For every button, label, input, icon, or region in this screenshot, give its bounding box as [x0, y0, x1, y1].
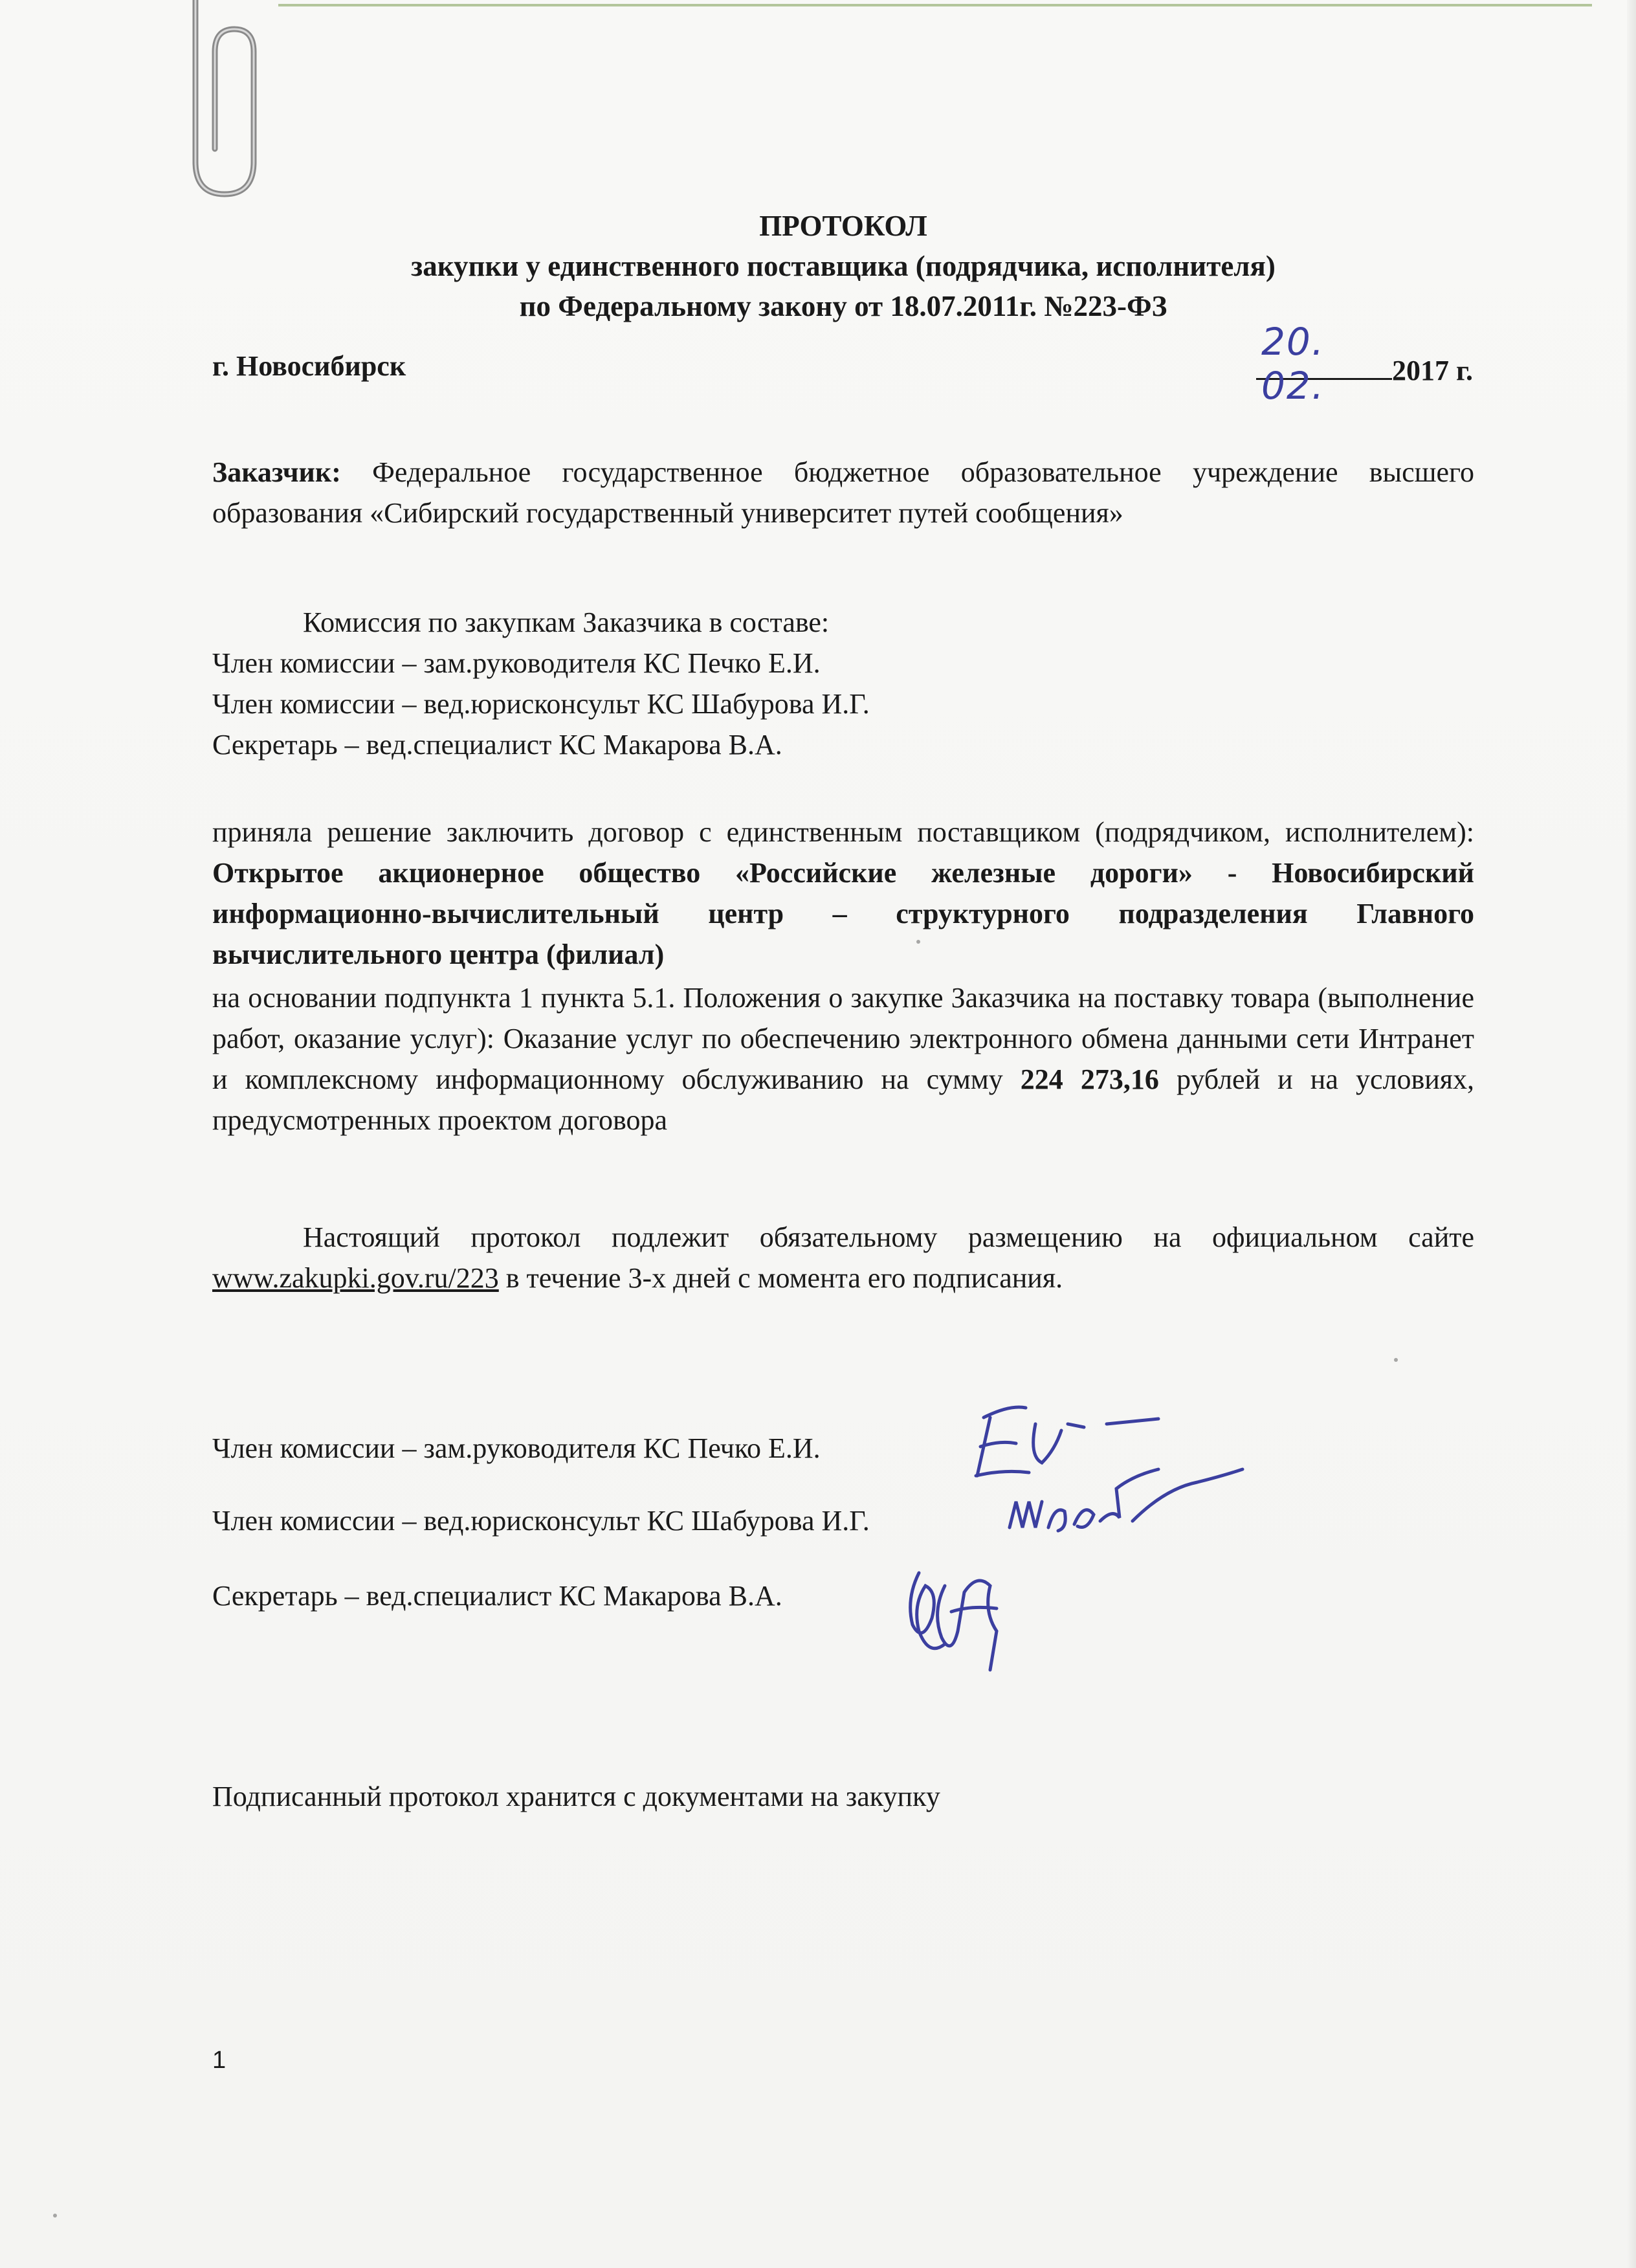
commission-block	[212, 602, 1474, 765]
signature-line-makarova: Секретарь – вед.специалист КС Макарова В.А.	[212, 1580, 782, 1612]
scan-edge-mark	[278, 4, 1592, 6]
city: г. Новосибирск	[212, 350, 406, 382]
date-blank-line	[1256, 320, 1392, 408]
customer-text: Федеральное государственное бюджетное образовательное учреждение высшего образования «Сибирский государственный университет путей сообщения»	[212, 456, 1474, 529]
signature-line-pechko: Член комиссии – зам.руководителя КС Печко Е.И.	[212, 1432, 821, 1464]
publication-paragraph	[212, 1217, 1474, 1298]
decision-lead: приняла решение заключить договор с единственным поставщиком (подрядчиком, исполнителем):	[212, 816, 1474, 848]
publication-text: Настоящий протокол подлежит обязательному размещению на официальном сайте	[303, 1221, 1474, 1253]
document-subtitle: закупки у единственного поставщика (подрядчика, исполнителя)	[411, 250, 1276, 282]
customer-label: Заказчик:	[212, 456, 341, 488]
contract-amount: 224 273,16	[1020, 1063, 1159, 1095]
place-date-row	[212, 320, 1474, 408]
document-law-reference: по Федеральному закону от 18.07.2011г. №223-ФЗ	[519, 290, 1167, 322]
basis-paragraph	[212, 977, 1474, 1140]
document-header	[212, 206, 1474, 326]
signature-shaburova-icon	[1003, 1450, 1249, 1579]
commission-member: Член комиссии – вед.юрисконсульт КС Шабурова И.Г.	[212, 688, 870, 720]
commission-intro: Комиссия по закупкам Заказчика в составе:	[303, 606, 830, 638]
date-year: 2017 г.	[1391, 355, 1473, 386]
page-number: 1	[212, 2047, 227, 2074]
publication-end: в течение 3-х дней с момента его подписания.	[498, 1262, 1063, 1294]
supplier-name: Открытое акционерное общество «Российские железные дороги» - Новосибирский информационно-вычислительный центр – структурного подразделения Главного вычислительного центра (филиал)	[212, 857, 1474, 970]
commission-member: Секретарь – вед.специалист КС Макарова В.А.	[212, 729, 782, 761]
basis-text: на основании подпункта 1 пункта 5.1. Положения о закупке Заказчика на поставку товара (выполнение работ, оказание услуг): Оказание услуг по обеспечению электронного обмена данными сети Интранет и комплексному информационному обслуживанию на сумму	[212, 982, 1474, 1095]
commission-member: Член комиссии – зам.руководителя КС Печко Е.И.	[212, 647, 821, 679]
closing-note: Подписанный протокол хранится с документами на закупку	[212, 1781, 940, 1812]
document-title: ПРОТОКОЛ	[759, 210, 927, 242]
signature-line-shaburova: Член комиссии – вед.юрисконсульт КС Шабурова И.Г.	[212, 1505, 870, 1537]
scan-speck	[53, 2214, 57, 2218]
decision-paragraph	[212, 812, 1474, 975]
basis-end: рублей и на условиях, предусмотренных проектом договора	[212, 1063, 1474, 1136]
scan-speck	[916, 940, 920, 944]
signature-makarova-icon	[893, 1547, 1022, 1683]
customer-paragraph	[212, 452, 1474, 533]
page-edge-shadow	[1627, 0, 1636, 2268]
handwritten-date: 20. 02.	[1261, 320, 1325, 408]
scan-speck	[1394, 1358, 1398, 1362]
date	[1256, 320, 1473, 408]
zakupki-link[interactable]: www.zakupki.gov.ru/223	[212, 1262, 499, 1294]
paper-clip-icon	[170, 0, 273, 207]
